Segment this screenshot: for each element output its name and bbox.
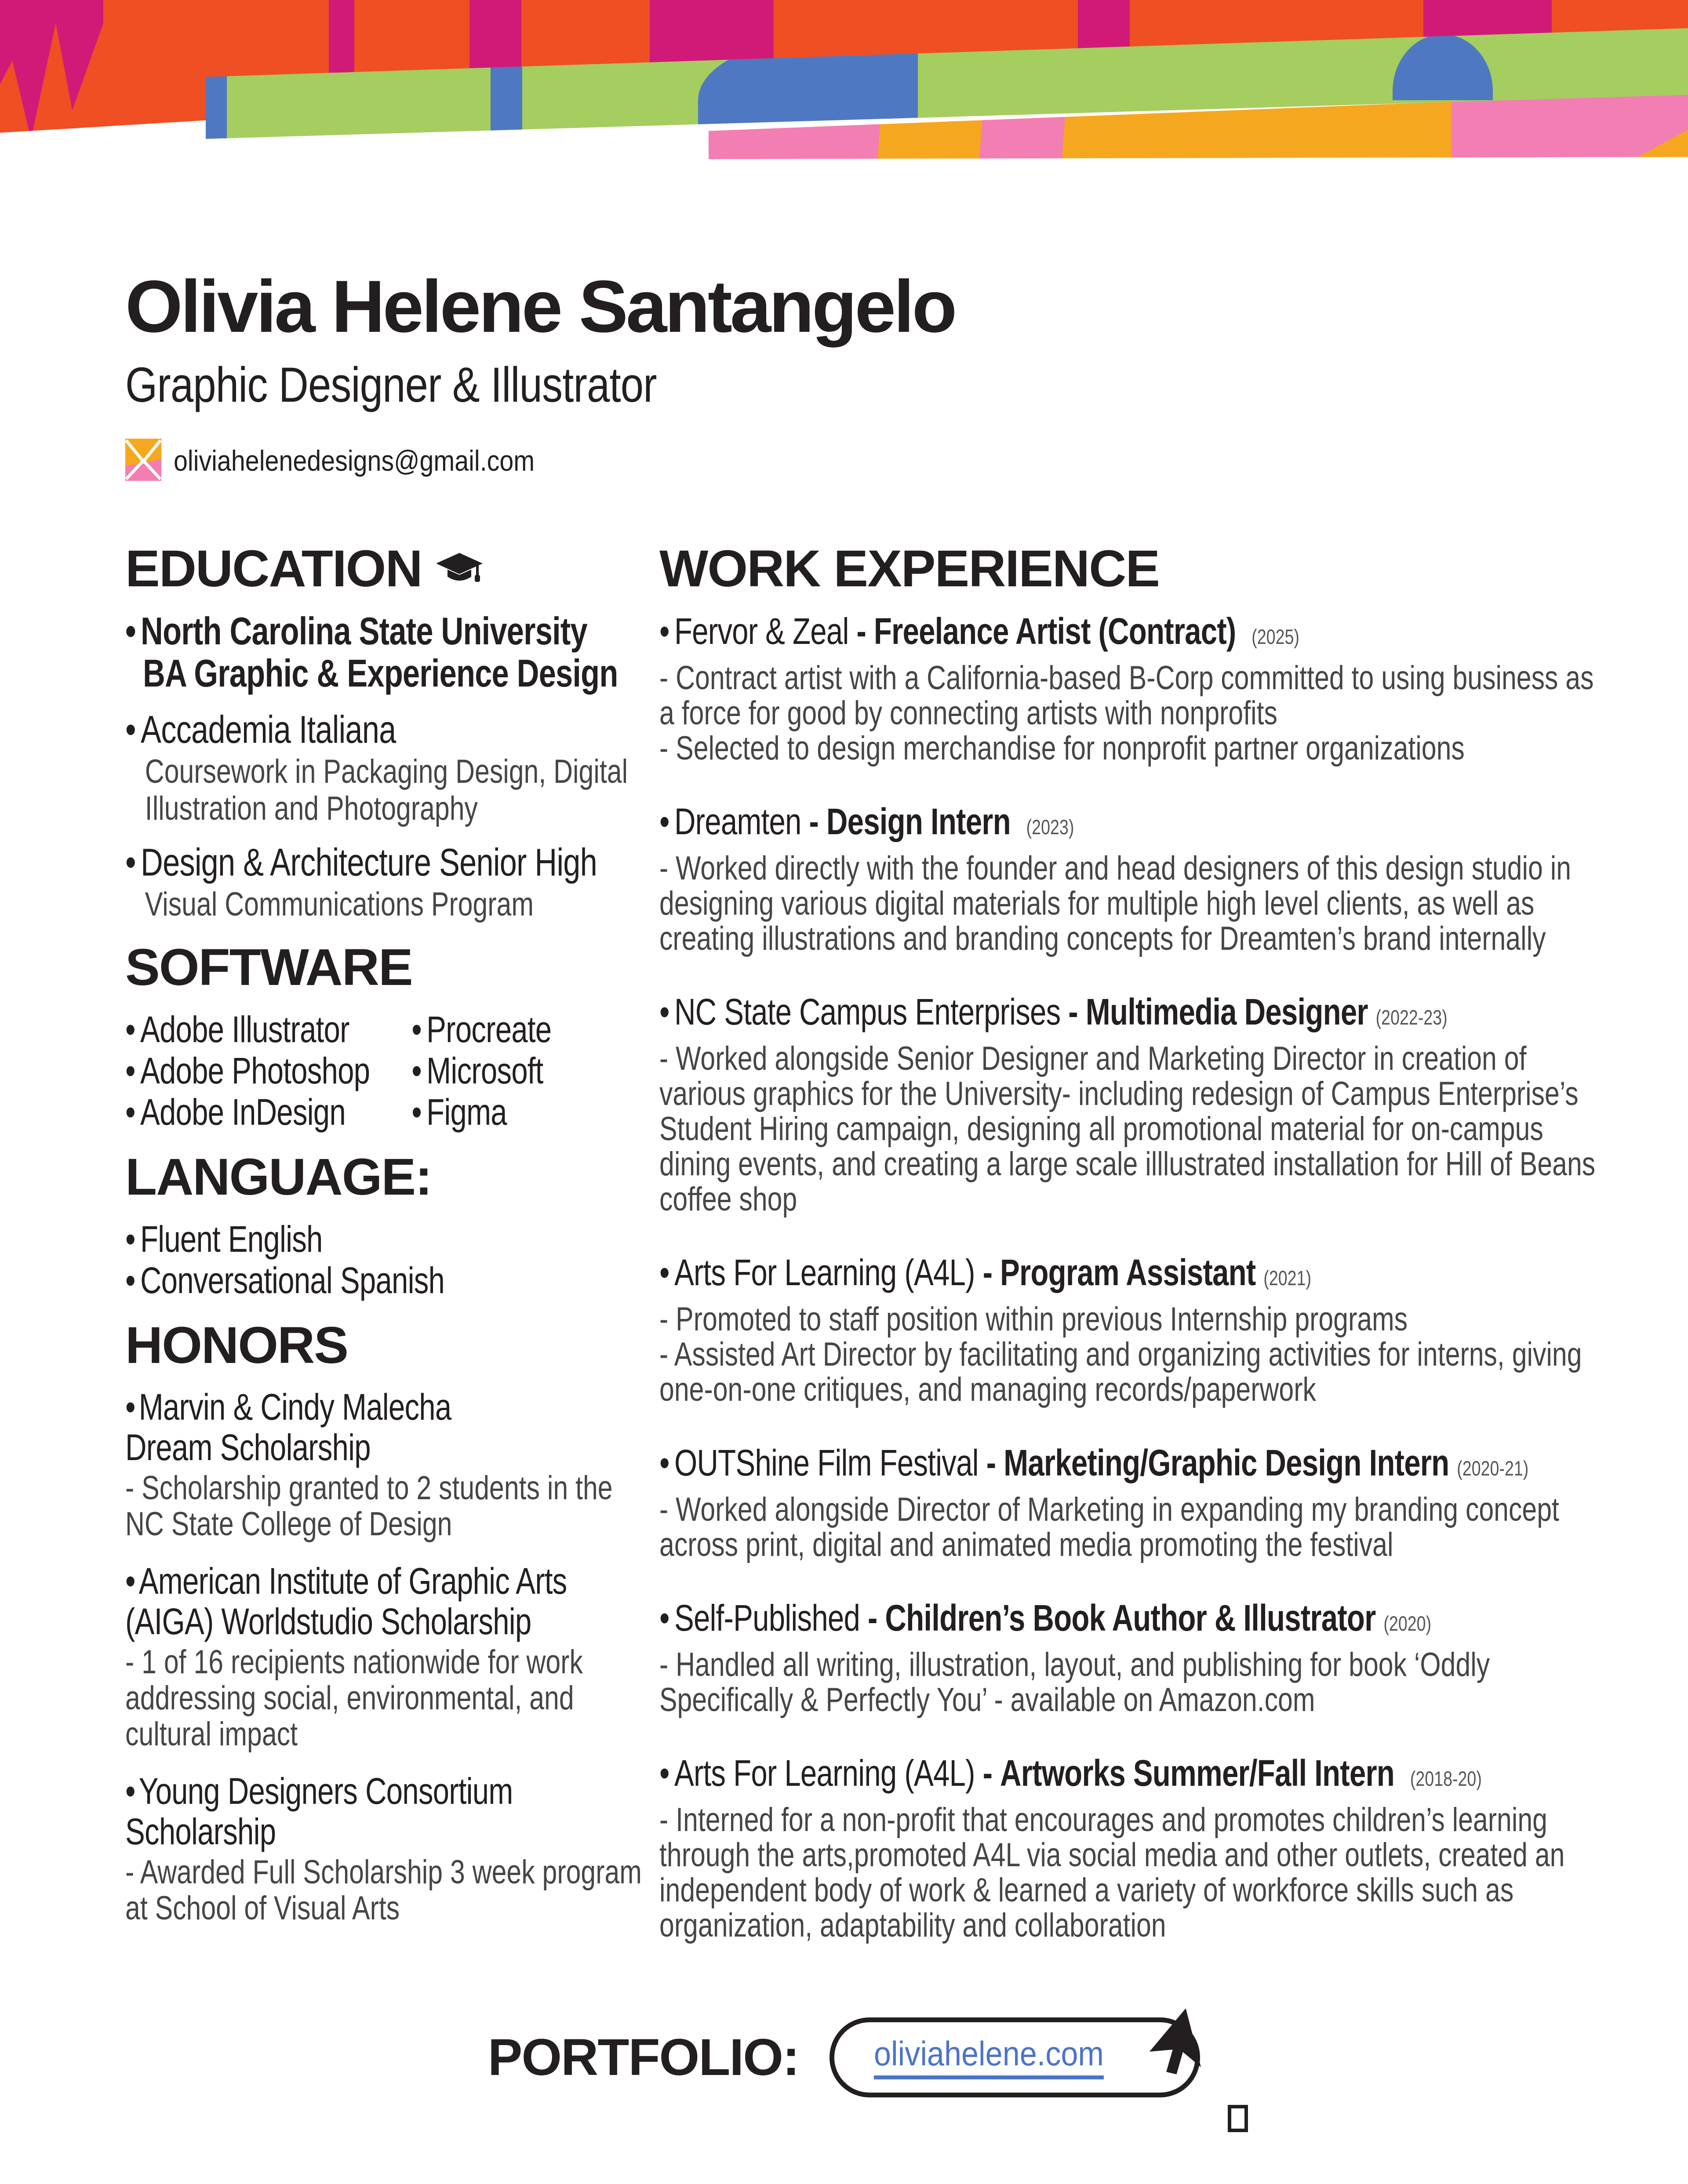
portfolio-label: PORTFOLIO: — [487, 2028, 799, 2086]
job-entry — [659, 610, 1616, 766]
honor-description: - 1 of 16 recipients nationwide for work addressing social, environmental, and cultural impact — [125, 1643, 583, 1753]
software-item-text: Procreate — [426, 1009, 552, 1050]
honor-title-text: American Institute of Graphic Arts (AIGA) Worldstudio Scholarship — [125, 1560, 567, 1642]
job-title-line — [659, 610, 1616, 658]
software-item-text: Adobe Photoshop — [140, 1050, 370, 1091]
job-company: Fervor & Zeal — [674, 611, 849, 652]
job-years: (2021) — [1263, 1266, 1312, 1290]
job-company: OUTShine Film Festival — [674, 1442, 979, 1483]
cursor-square-icon — [1228, 2105, 1248, 2132]
software-item-text: Microsoft — [426, 1050, 543, 1091]
work-experience-section — [659, 540, 1648, 1977]
school-name — [125, 709, 646, 751]
education-section — [125, 540, 653, 923]
honor-description: - Awarded Full Scholarship 3 week program at School of Visual Arts — [125, 1853, 642, 1927]
job-separator: - — [986, 1442, 996, 1483]
language-item — [125, 1218, 646, 1260]
job-title-line — [659, 1752, 1616, 1800]
job-role: Marketing/Graphic Design Intern — [1004, 1442, 1449, 1483]
job-years: (2018-20) — [1410, 1767, 1482, 1790]
bullet: • — [411, 1091, 422, 1133]
job-separator: - — [867, 1597, 877, 1639]
job-company: Self-Published — [674, 1597, 860, 1639]
software-columns — [125, 1009, 646, 1133]
job-role: Artworks Summer/Fall Intern — [1000, 1752, 1395, 1794]
job-title-line — [659, 1251, 1616, 1299]
language-item-text: Conversational Spanish — [140, 1260, 445, 1301]
job-entry — [659, 1251, 1616, 1407]
job-company: Dreamten — [674, 801, 801, 842]
honors-section — [125, 1316, 653, 1927]
envelope-icon — [125, 439, 161, 483]
section-title-text: LANGUAGE: — [125, 1148, 432, 1206]
bullet: • — [125, 708, 136, 751]
job-entry — [659, 1442, 1616, 1563]
software-item — [125, 1050, 411, 1091]
bullet: • — [125, 1009, 135, 1050]
email-row — [125, 439, 955, 483]
job-years: (2025) — [1251, 625, 1299, 648]
software-item-text: Adobe InDesign — [140, 1091, 346, 1133]
job-role: Children’s Book Author & Illustrator — [885, 1597, 1376, 1639]
school-name-text: North Carolina State University — [141, 609, 587, 653]
language-item — [125, 1260, 646, 1301]
bullet: • — [659, 1252, 669, 1293]
job-separator: - — [982, 1252, 993, 1293]
job-entry — [659, 800, 1616, 956]
decorative-banner — [0, 0, 1688, 229]
honor-item — [125, 1771, 646, 1926]
bullet: • — [125, 1386, 135, 1428]
job-bullet: - Worked alongside Senior Designer and Marketing Director in creation of various graphics for the University- including redesign of Campus Enterprise’s Student Hiring campaign, designing all promotional material for on-campus dining events, and creating a large scale illlustrated installation for Hill of Beans coffee shop — [659, 1040, 1596, 1218]
bullet: • — [659, 611, 669, 652]
job-bullet: - Assisted Art Director by facilitating and organizing activities for interns, giving one-on-one critiques, and managing records/paperwork — [659, 1336, 1582, 1408]
job-bullet: - Promoted to staff position within previous Internship programs — [659, 1301, 1408, 1338]
person-title: Graphic Designer & Illustrator — [125, 357, 657, 412]
bullet: • — [125, 1091, 135, 1133]
banner-magenta-zigzag — [0, 0, 103, 145]
school-name-text: Accademia Italiana — [141, 708, 396, 751]
bullet: • — [125, 840, 136, 884]
job-years: (2020-21) — [1457, 1457, 1529, 1480]
bullet: • — [125, 1218, 135, 1260]
job-separator: - — [982, 1752, 993, 1794]
school-name-text: Design & Architecture Senior High — [141, 840, 597, 884]
education-detail: Visual Communications Program — [145, 886, 534, 923]
language-list — [125, 1218, 646, 1301]
job-separator: - — [809, 801, 819, 842]
job-role: Freelance Artist (Contract) — [873, 611, 1236, 652]
software-item-text: Figma — [426, 1091, 507, 1133]
job-company: Arts For Learning (A4L) — [674, 1752, 975, 1794]
software-item — [411, 1091, 551, 1133]
bullet: • — [659, 991, 669, 1032]
job-years: (2022-23) — [1375, 1006, 1448, 1029]
section-title-work-experience — [659, 540, 1648, 598]
job-separator: - — [1068, 991, 1078, 1032]
section-title-honors — [125, 1316, 653, 1374]
degree: BA Graphic & Experience Design — [143, 651, 618, 695]
bullet: • — [659, 1597, 669, 1639]
job-title-line — [659, 991, 1616, 1039]
language-section — [125, 1148, 653, 1301]
bullet: • — [125, 609, 136, 653]
bullet: • — [411, 1009, 422, 1050]
bullet: • — [411, 1050, 422, 1091]
software-body — [125, 1009, 646, 1133]
section-title-education — [125, 540, 653, 598]
software-list-left — [125, 1009, 411, 1133]
portfolio-footer — [0, 2017, 1688, 2097]
software-item — [125, 1091, 411, 1133]
software-item — [125, 1009, 411, 1050]
education-body — [125, 610, 646, 923]
job-title-line — [659, 800, 1616, 848]
software-list-right — [411, 1009, 551, 1133]
section-title-text: SOFTWARE — [125, 938, 412, 996]
honor-title — [125, 1561, 646, 1642]
school-name — [125, 610, 646, 652]
software-item — [411, 1009, 551, 1050]
job-entry — [659, 1752, 1616, 1943]
bullet: • — [659, 801, 669, 842]
education-item — [125, 841, 646, 923]
job-bullet: - Handled all writing, illustration, layout, and publishing for book ‘Oddly Specifically & Perfectly You’ - available on Amazon.com — [659, 1646, 1490, 1719]
education-item — [125, 709, 646, 827]
cursor-arrow-icon — [1155, 2017, 1221, 2085]
bullet: • — [125, 1050, 135, 1091]
bullet: • — [125, 1260, 135, 1301]
section-title-text: EDUCATION — [125, 540, 422, 598]
job-title-line — [659, 1597, 1616, 1645]
job-bullet: - Contract artist with a California-based B-Corp committed to using business as a force for good by connecting artists with nonprofits — [659, 659, 1594, 732]
software-item — [411, 1050, 551, 1091]
honors-body — [125, 1387, 646, 1926]
job-years: (2020) — [1383, 1612, 1432, 1635]
banner-blue-cap — [203, 70, 227, 141]
job-bullet: - Interned for a non-profit that encourages and promotes children’s learning through the arts,promoted A4L via social media and other outlets, created an independent body of work & learned a variety of workforce skills such as organization, adaptability and collaboration — [659, 1801, 1565, 1944]
graduation-cap-icon — [435, 543, 484, 595]
job-bullet: - Selected to design merchandise for nonprofit partner organizations — [659, 730, 1465, 767]
job-entry — [659, 1597, 1616, 1718]
honor-title-text: Marvin & Cindy Malecha Dream Scholarship — [125, 1386, 451, 1468]
bullet: • — [125, 1560, 135, 1602]
job-title-line — [659, 1442, 1616, 1490]
education-detail: Coursework in Packaging Design, Digital Illustration and Photography — [145, 753, 628, 827]
job-role: Design Intern — [826, 801, 1011, 842]
job-role: Multimedia Designer — [1085, 991, 1368, 1032]
honor-item — [125, 1561, 646, 1752]
job-company: NC State Campus Enterprises — [674, 991, 1061, 1032]
honor-description: - Scholarship granted to 2 students in the NC State College of Design — [125, 1469, 613, 1543]
honor-item — [125, 1387, 646, 1542]
left-column — [125, 540, 653, 1945]
work-experience-body — [659, 610, 1616, 1943]
section-title-software — [125, 938, 653, 996]
person-name: Olivia Helene Santangelo — [125, 265, 955, 348]
job-bullet: - Worked alongside Director of Marketing in expanding my branding concept across print, digital and animated media promoting the festival — [659, 1491, 1559, 1563]
portfolio-link[interactable]: oliviahelene.com — [874, 2034, 1104, 2079]
job-separator: - — [856, 611, 866, 652]
language-item-text: Fluent English — [140, 1218, 323, 1260]
bullet: • — [125, 1770, 135, 1812]
bullet: • — [659, 1752, 669, 1794]
school-name — [125, 841, 646, 883]
education-item — [125, 610, 646, 694]
job-company: Arts For Learning (A4L) — [674, 1252, 975, 1293]
section-title-text: HONORS — [125, 1316, 348, 1374]
job-bullet: - Worked directly with the founder and head designers of this design studio in designing various digital materials for multiple high level clients, as well as creating illustrations and branding concepts for Dreamten’s brand internally — [659, 850, 1572, 957]
honor-title-text: Young Designers Consortium Scholarship — [125, 1770, 513, 1852]
honor-title — [125, 1387, 533, 1468]
portfolio-link-bubble[interactable] — [829, 2017, 1200, 2097]
bullet: • — [659, 1442, 669, 1483]
software-item-text: Adobe Illustrator — [140, 1009, 349, 1050]
email-address[interactable]: oliviahelenedesigns@gmail.com — [174, 444, 535, 477]
job-years: (2023) — [1026, 815, 1074, 839]
software-section — [125, 938, 653, 1133]
language-body — [125, 1218, 646, 1301]
job-role: Program Assistant — [1000, 1252, 1256, 1293]
header — [125, 265, 955, 483]
section-title-language — [125, 1148, 653, 1206]
honor-title — [125, 1771, 533, 1852]
job-entry — [659, 991, 1616, 1217]
section-title-text: WORK EXPERIENCE — [659, 540, 1160, 598]
